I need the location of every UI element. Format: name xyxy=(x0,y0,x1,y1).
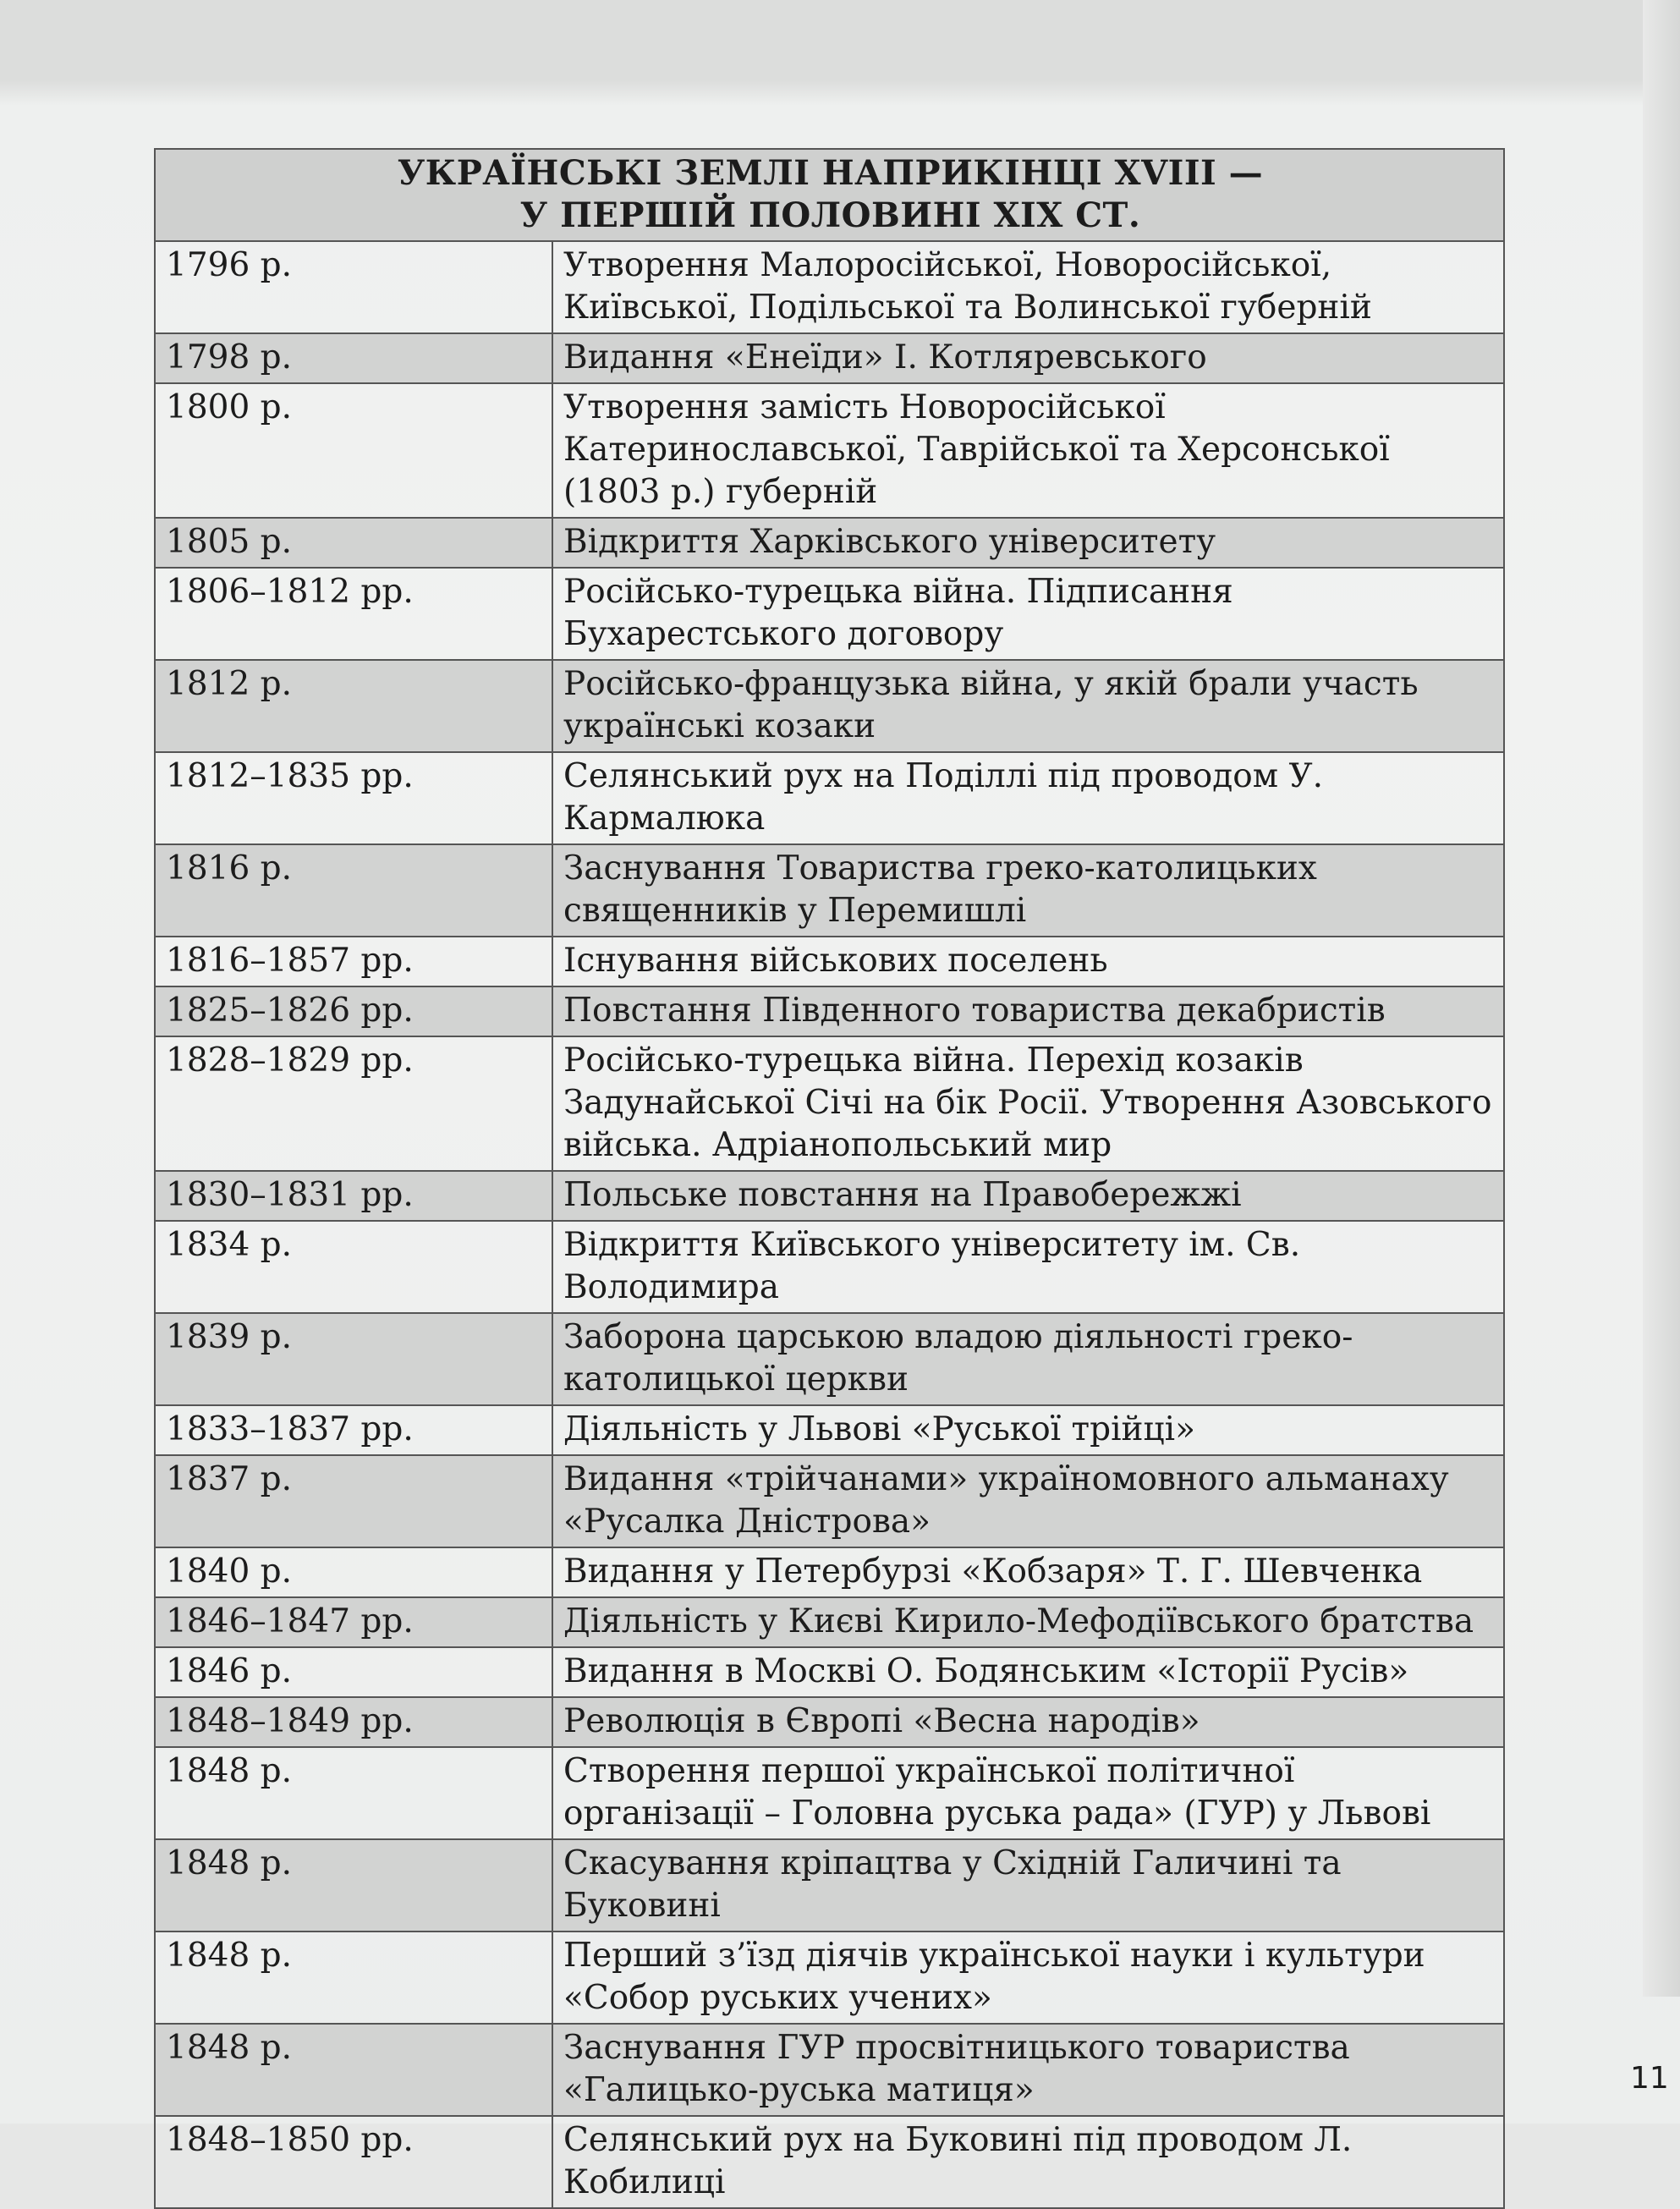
row-event: Заснування ГУР просвітницького товариства «Галицько-руська матиця» xyxy=(552,2024,1504,2116)
table-title-line-2: У ПЕРШІЙ ПОЛОВИНІ XIX СТ. xyxy=(519,195,1141,235)
row-date: 1830–1831 рр. xyxy=(155,1171,552,1221)
row-date: 1839 р. xyxy=(155,1313,552,1405)
row-event: Російсько-французька війна, у якій брали участь українські козаки xyxy=(552,660,1504,752)
row-date: 1846 р. xyxy=(155,1647,552,1697)
row-date: 1846–1847 рр. xyxy=(155,1597,552,1647)
row-event: Утворення Малоросійської, Новоросійської, Київської, Подільської та Волинської губерній xyxy=(552,241,1504,333)
row-date: 1800 р. xyxy=(155,383,552,518)
row-date: 1834 р. xyxy=(155,1221,552,1313)
row-event: Російсько-турецька війна. Перехід козаків Задунайської Січі на бік Росії. Утворення Азовського війська. Адріанопольський мир xyxy=(552,1036,1504,1171)
table-row xyxy=(155,844,1504,937)
row-date: 1848 р. xyxy=(155,2024,552,2116)
table-row xyxy=(155,241,1504,333)
table-body xyxy=(155,241,1504,2208)
row-event: Заборона царською владою діяльності греко-католицької церкви xyxy=(552,1313,1504,1405)
page-number: 11 xyxy=(1630,2061,1669,2096)
row-event: Польське повстання на Правобережжі xyxy=(552,1171,1504,1221)
table-row xyxy=(155,1313,1504,1405)
table-row xyxy=(155,333,1504,383)
row-date: 1798 р. xyxy=(155,333,552,383)
row-date: 1848–1850 рр. xyxy=(155,2116,552,2208)
table-title-line-1: УКРАЇНСЬКІ ЗЕМЛІ НАПРИКІНЦІ XVIII — xyxy=(397,153,1264,193)
row-date: 1837 р. xyxy=(155,1455,552,1547)
row-event: Утворення замість Новоросійської Катеринославської, Таврійської та Херсонської (1803 р.) губерній xyxy=(552,383,1504,518)
row-event: Діяльність у Києві Кирило-Мефодіївського братства xyxy=(552,1597,1504,1647)
row-date: 1816 р. xyxy=(155,844,552,937)
row-date: 1806–1812 рр. xyxy=(155,568,552,660)
table-row xyxy=(155,2024,1504,2116)
row-event: Революція в Європі «Весна народів» xyxy=(552,1697,1504,1747)
table-row xyxy=(155,1597,1504,1647)
row-event: Відкриття Харківського університету xyxy=(552,518,1504,568)
table-row xyxy=(155,1697,1504,1747)
table-row xyxy=(155,937,1504,986)
row-date: 1796 р. xyxy=(155,241,552,333)
table-row xyxy=(155,518,1504,568)
row-date: 1833–1837 рр. xyxy=(155,1405,552,1455)
table-row xyxy=(155,1405,1504,1455)
row-date: 1840 р. xyxy=(155,1547,552,1597)
row-event: Перший з’їзд діячів української науки і культури «Собор руських учених» xyxy=(552,1932,1504,2024)
table-row xyxy=(155,660,1504,752)
row-event: Видання «Енеїди» І. Котляревського xyxy=(552,333,1504,383)
row-date: 1812–1835 рр. xyxy=(155,752,552,844)
row-date: 1848 р. xyxy=(155,1932,552,2024)
row-date: 1848–1849 рр. xyxy=(155,1697,552,1747)
row-event: Видання у Петербурзі «Кобзаря» Т. Г. Шевченка xyxy=(552,1547,1504,1597)
table-row xyxy=(155,1647,1504,1697)
table-row xyxy=(155,752,1504,844)
table-row xyxy=(155,1932,1504,2024)
row-date: 1812 р. xyxy=(155,660,552,752)
table-row xyxy=(155,1171,1504,1221)
row-event: Повстання Південного товариства декабристів xyxy=(552,986,1504,1036)
table-row xyxy=(155,1036,1504,1171)
table-row xyxy=(155,1839,1504,1932)
row-event: Існування військових поселень xyxy=(552,937,1504,986)
row-date: 1825–1826 рр. xyxy=(155,986,552,1036)
table-row xyxy=(155,1221,1504,1313)
row-event: Відкриття Київського університету ім. Св. Володимира xyxy=(552,1221,1504,1313)
row-event: Видання «трійчанами» україномовного альманаху «Русалка Дністрова» xyxy=(552,1455,1504,1547)
table-row xyxy=(155,1747,1504,1839)
row-date: 1848 р. xyxy=(155,1839,552,1932)
row-event: Діяльність у Львові «Руської трійці» xyxy=(552,1405,1504,1455)
table-row xyxy=(155,568,1504,660)
table-row xyxy=(155,1547,1504,1597)
row-event: Скасування кріпацтва у Східній Галичині та Буковині xyxy=(552,1839,1504,1932)
row-date: 1848 р. xyxy=(155,1747,552,1839)
table-row xyxy=(155,383,1504,518)
row-event: Російсько-турецька війна. Підписання Бухарестського договору xyxy=(552,568,1504,660)
row-date: 1828–1829 рр. xyxy=(155,1036,552,1171)
row-event: Видання в Москві О. Бодянським «Історії Русів» xyxy=(552,1647,1504,1697)
row-event: Заснування Товариства греко-католицьких священників у Перемишлі xyxy=(552,844,1504,937)
row-date: 1816–1857 рр. xyxy=(155,937,552,986)
chronology-table xyxy=(154,148,1505,2209)
table-row xyxy=(155,2116,1504,2208)
row-event: Створення першої української політичної організації – Головна руська рада» (ГУР) у Львові xyxy=(552,1747,1504,1839)
table-row xyxy=(155,1455,1504,1547)
row-event: Селянський рух на Буковині під проводом Л. Кобилиці xyxy=(552,2116,1504,2208)
table-title xyxy=(155,149,1504,241)
row-date: 1805 р. xyxy=(155,518,552,568)
table-row xyxy=(155,986,1504,1036)
table-header-row xyxy=(155,149,1504,241)
row-event: Селянський рух на Поділлі під проводом У. Кармалюка xyxy=(552,752,1504,844)
page-spine-shadow xyxy=(1643,0,1680,1997)
